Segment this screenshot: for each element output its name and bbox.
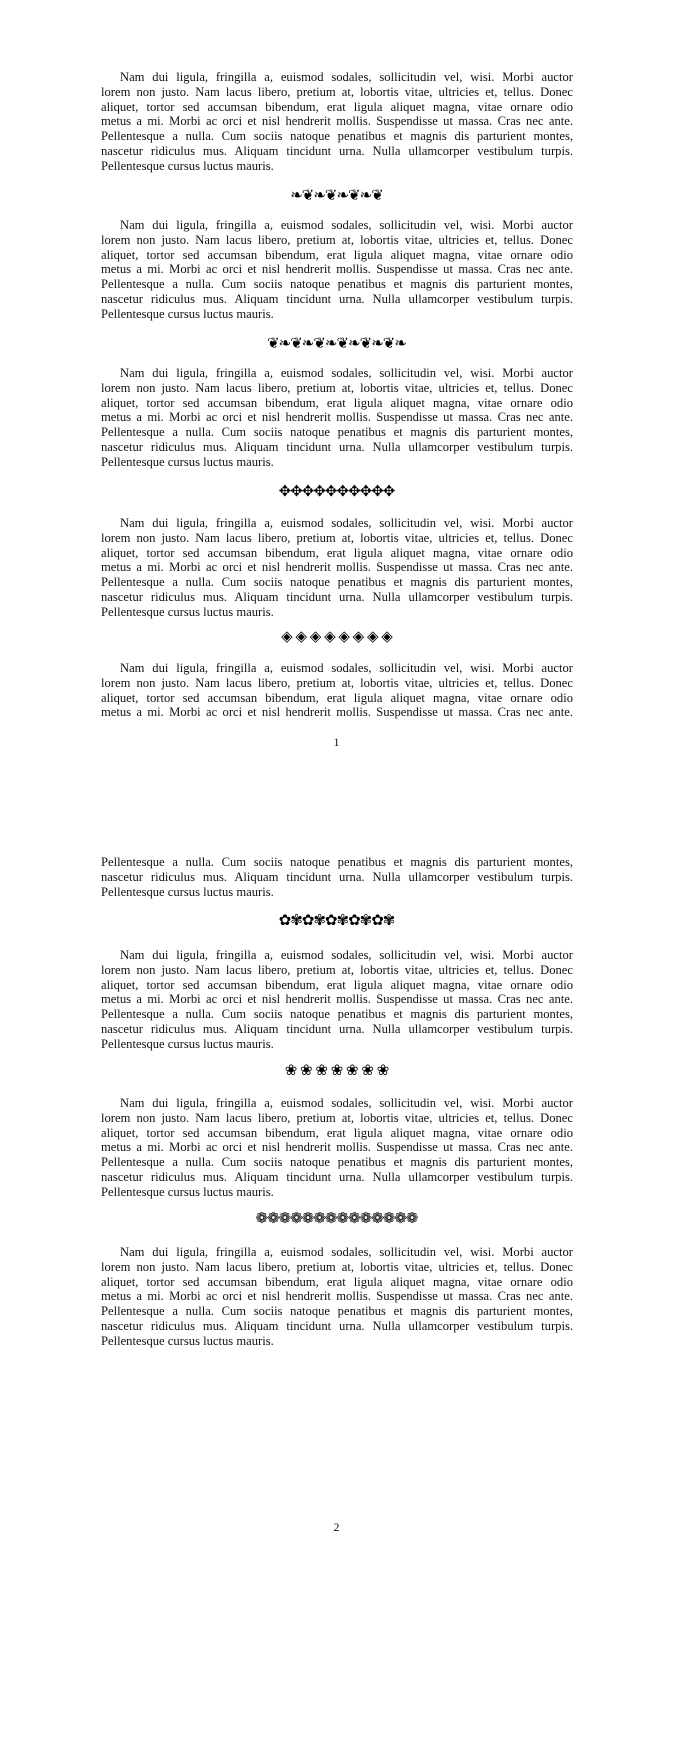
- text-line: lorem non justo. Nam lacus libero, pretium at, lobortis vitae, ultricies et, tellus. Donec: [101, 380, 573, 395]
- paragraph: [101, 70, 573, 173]
- text-line: lorem non justo. Nam lacus libero, pretium at, lobortis vitae, ultricies et, tellus. Donec: [101, 84, 573, 99]
- paragraph: [101, 948, 573, 1051]
- diamond-flower-ornament-icon: ◈ ◈ ◈ ◈ ◈ ◈ ◈ ◈: [281, 627, 392, 645]
- text-line: metus a mi. Morbi ac orci et nisl hendrerit mollis. Suspendisse ut massa. Cras nec ante.: [101, 560, 573, 575]
- paragraph: [101, 516, 573, 619]
- page-number: 1: [333, 735, 340, 749]
- text-line: Nam dui ligula, fringilla a, euismod sodales, sollicitudin vel, wisi. Morbi auctor: [120, 516, 573, 530]
- scroll-wave-ornament-icon: ❀ ❀ ❀ ❀ ❀ ❀ ❀: [284, 1061, 389, 1079]
- text-line: Nam dui ligula, fringilla a, euismod sodales, sollicitudin vel, wisi. Morbi auctor: [120, 70, 573, 84]
- paragraph: [101, 855, 573, 899]
- text-line: lorem non justo. Nam lacus libero, pretium at, lobortis vitae, ultricies et, tellus. Donec: [101, 1259, 573, 1274]
- text-line: Pellentesque a nulla. Cum sociis natoque penatibus et magnis dis parturient montes,: [101, 575, 573, 589]
- text-line: nascetur ridiculus mus. Aliquam tincidunt urna. Nulla ullamcorper vestibulum turpis.: [101, 869, 573, 884]
- text-line: nascetur ridiculus mus. Aliquam tincidunt urna. Nulla ullamcorper vestibulum turpis.: [101, 143, 573, 158]
- text-line: Pellentesque cursus luctus mauris.: [101, 158, 274, 173]
- text-line: metus a mi. Morbi ac orci et nisl hendrerit mollis. Suspendisse ut massa. Cras nec ante.: [101, 262, 573, 277]
- text-line: metus a mi. Morbi ac orci et nisl hendrerit mollis. Suspendisse ut massa. Cras nec ante.: [101, 705, 573, 720]
- paragraph: [101, 1096, 573, 1199]
- text-line: Pellentesque a nulla. Cum sociis natoque penatibus et magnis dis parturient montes,: [101, 425, 573, 439]
- text-line: metus a mi. Morbi ac orci et nisl hendrerit mollis. Suspendisse ut massa. Cras nec ante.: [101, 114, 573, 129]
- text-line: lorem non justo. Nam lacus libero, pretium at, lobortis vitae, ultricies et, tellus. Donec: [101, 1110, 573, 1125]
- text-line: Pellentesque a nulla. Cum sociis natoque penatibus et magnis dis parturient montes,: [101, 1155, 573, 1169]
- text-line: Nam dui ligula, fringilla a, euismod sodales, sollicitudin vel, wisi. Morbi auctor: [120, 948, 573, 962]
- text-line: lorem non justo. Nam lacus libero, pretium at, lobortis vitae, ultricies et, tellus. Donec: [101, 232, 573, 247]
- text-line: nascetur ridiculus mus. Aliquam tincidunt urna. Nulla ullamcorper vestibulum turpis.: [101, 439, 573, 454]
- leaf-vine-ornament-icon: ❧❦❧❦❧❦❧❦: [290, 186, 383, 204]
- text-line: Nam dui ligula, fringilla a, euismod sodales, sollicitudin vel, wisi. Morbi auctor: [120, 1245, 573, 1259]
- text-line: lorem non justo. Nam lacus libero, pretium at, lobortis vitae, ultricies et, tellus. Donec: [101, 675, 573, 690]
- text-line: aliquet, tortor sed accumsan bibendum, erat ligula aliquet magna, vitae ornare odio: [101, 99, 573, 114]
- text-line: aliquet, tortor sed accumsan bibendum, erat ligula aliquet magna, vitae ornare odio: [101, 1274, 573, 1289]
- text-line: Nam dui ligula, fringilla a, euismod sodales, sollicitudin vel, wisi. Morbi auctor: [120, 661, 573, 675]
- acanthus-chain-ornament-icon: ✿✾✿✾✿✾✿✾✿✾: [278, 911, 395, 929]
- paragraph: [101, 366, 573, 469]
- text-line: lorem non justo. Nam lacus libero, pretium at, lobortis vitae, ultricies et, tellus. Donec: [101, 962, 573, 977]
- text-line: Pellentesque a nulla. Cum sociis natoque penatibus et magnis dis parturient montes,: [101, 129, 573, 143]
- text-line: metus a mi. Morbi ac orci et nisl hendrerit mollis. Suspendisse ut massa. Cras nec ante.: [101, 992, 573, 1007]
- text-line: nascetur ridiculus mus. Aliquam tincidunt urna. Nulla ullamcorper vestibulum turpis.: [101, 1318, 573, 1333]
- text-line: nascetur ridiculus mus. Aliquam tincidunt urna. Nulla ullamcorper vestibulum turpis.: [101, 1021, 573, 1036]
- text-line: Pellentesque cursus luctus mauris.: [101, 454, 274, 469]
- text-line: aliquet, tortor sed accumsan bibendum, erat ligula aliquet magna, vitae ornare odio: [101, 247, 573, 262]
- text-line: Nam dui ligula, fringilla a, euismod sodales, sollicitudin vel, wisi. Morbi auctor: [120, 1096, 573, 1110]
- text-line: aliquet, tortor sed accumsan bibendum, erat ligula aliquet magna, vitae ornare odio: [101, 395, 573, 410]
- text-line: Pellentesque a nulla. Cum sociis natoque penatibus et magnis dis parturient montes,: [101, 277, 573, 291]
- text-line: Pellentesque a nulla. Cum sociis natoque penatibus et magnis dis parturient montes,: [101, 1007, 573, 1021]
- text-line: Pellentesque cursus luctus mauris.: [101, 306, 274, 321]
- floret-chain-ornament-icon: ✥✥✥✥✥✥✥✥✥✥: [278, 482, 395, 500]
- text-line: aliquet, tortor sed accumsan bibendum, erat ligula aliquet magna, vitae ornare odio: [101, 690, 573, 705]
- paragraph: [101, 218, 573, 321]
- fleuron-chain-ornament-icon: ❦❧❦❧❦❧❦❧❦❧❦❧: [267, 334, 406, 352]
- paragraph: [101, 661, 573, 720]
- text-line: nascetur ridiculus mus. Aliquam tincidunt urna. Nulla ullamcorper vestibulum turpis.: [101, 291, 573, 306]
- text-line: Pellentesque a nulla. Cum sociis natoque penatibus et magnis dis parturient montes,: [101, 855, 573, 869]
- text-line: Nam dui ligula, fringilla a, euismod sodales, sollicitudin vel, wisi. Morbi auctor: [120, 218, 573, 232]
- paragraph: [101, 1245, 573, 1348]
- text-line: Pellentesque a nulla. Cum sociis natoque penatibus et magnis dis parturient montes,: [101, 1304, 573, 1318]
- page-number: 2: [333, 1520, 340, 1534]
- text-line: Pellentesque cursus luctus mauris.: [101, 1184, 274, 1199]
- braid-band-ornament-icon: ❁❁❁❁❁❁❁❁❁❁❁❁❁❁: [255, 1209, 418, 1227]
- text-line: Nam dui ligula, fringilla a, euismod sodales, sollicitudin vel, wisi. Morbi auctor: [120, 366, 573, 380]
- text-line: lorem non justo. Nam lacus libero, pretium at, lobortis vitae, ultricies et, tellus. Donec: [101, 530, 573, 545]
- text-line: metus a mi. Morbi ac orci et nisl hendrerit mollis. Suspendisse ut massa. Cras nec ante.: [101, 1140, 573, 1155]
- text-line: aliquet, tortor sed accumsan bibendum, erat ligula aliquet magna, vitae ornare odio: [101, 545, 573, 560]
- text-line: metus a mi. Morbi ac orci et nisl hendrerit mollis. Suspendisse ut massa. Cras nec ante.: [101, 410, 573, 425]
- text-line: aliquet, tortor sed accumsan bibendum, erat ligula aliquet magna, vitae ornare odio: [101, 977, 573, 992]
- text-line: aliquet, tortor sed accumsan bibendum, erat ligula aliquet magna, vitae ornare odio: [101, 1125, 573, 1140]
- text-line: nascetur ridiculus mus. Aliquam tincidunt urna. Nulla ullamcorper vestibulum turpis.: [101, 1169, 573, 1184]
- text-line: nascetur ridiculus mus. Aliquam tincidunt urna. Nulla ullamcorper vestibulum turpis.: [101, 589, 573, 604]
- text-line: Pellentesque cursus luctus mauris.: [101, 1036, 274, 1051]
- text-line: metus a mi. Morbi ac orci et nisl hendrerit mollis. Suspendisse ut massa. Cras nec ante.: [101, 1289, 573, 1304]
- text-line: Pellentesque cursus luctus mauris.: [101, 1333, 274, 1348]
- text-line: Pellentesque cursus luctus mauris.: [101, 884, 274, 899]
- text-line: Pellentesque cursus luctus mauris.: [101, 604, 274, 619]
